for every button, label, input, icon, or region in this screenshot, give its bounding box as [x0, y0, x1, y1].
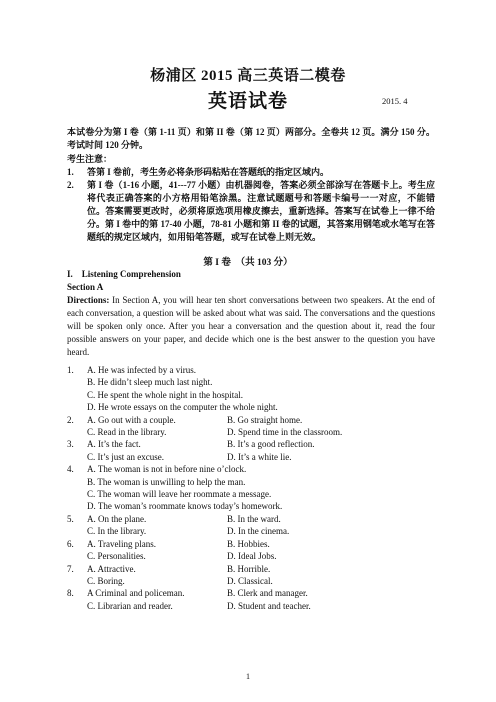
notice-item-text: 第 I 卷（1-16 小题，41---77 小题）由机器阅卷，答案必须全部涂写在答题卡上。考生应将代表正确答案的小方格用铅笔涂黑。注意试题题号和答题卡编号一一对应，不能错位。答案需要更改时，必须将原选项用橡皮擦去，重新选择。答案写在试卷上一律不给分。第 I 卷中的第 17-40 小题，78-81 小题和第 II 卷的试题，其答案用钢笔或水笔写在答题纸的规定区域内，如用铅笔答题，或写在试卷上则无效。: [87, 180, 435, 242]
directions: [67, 294, 435, 359]
question-options: [87, 563, 447, 588]
question-number: 2.: [67, 414, 74, 425]
notice-heading: 考生注意：: [67, 154, 113, 164]
answer-option: A. The woman is not in before nine o’clock.: [87, 464, 247, 475]
answer-option: C. The woman will leave her roommate a message.: [87, 489, 272, 500]
question-number: 4.: [67, 464, 74, 475]
answer-option: B. The woman is unwilling to help the man.: [87, 476, 246, 487]
answer-option: B. Go straight home.: [227, 414, 303, 425]
answer-option: A. On the plane.: [87, 513, 147, 524]
question-options: [87, 463, 447, 513]
question-number: 3.: [67, 439, 74, 450]
notice-item: [67, 179, 435, 244]
answer-option: C. Boring.: [87, 575, 125, 586]
question-number: 6.: [67, 538, 74, 549]
question-item: [67, 513, 447, 538]
answer-option: D. In the cinema.: [227, 526, 290, 537]
answer-option: D. Ideal Jobs.: [227, 551, 277, 562]
notice-item: [67, 166, 435, 179]
answer-option: A. Go out with a couple.: [87, 414, 176, 425]
question-item: [67, 538, 447, 563]
page-number: 1: [246, 672, 250, 681]
answer-option: B. In the ward.: [227, 513, 281, 524]
directions-text: In Section A, you will hear ten short conversations between two speakers. At the end of each conversation, a question will be asked about what was said. The conversations and the questions will be spoken only once. After you hear a conversation and the question about it, read the four possible answers on your paper, and decide which one is the best answer to the question you have heard.: [67, 295, 435, 357]
question-options: [87, 538, 447, 563]
option-row: [87, 438, 447, 450]
answer-option: A Criminal and policeman.: [87, 588, 185, 599]
answer-option: B. Horrible.: [227, 563, 271, 574]
exam-title: 杨浦区 2015 高三英语二模卷: [150, 68, 346, 84]
answer-option: B. It’s a good reflection.: [227, 439, 315, 450]
question-number: 8.: [67, 588, 74, 599]
section-subheading: Section A: [67, 282, 104, 292]
question-item: [67, 414, 447, 439]
option-row: [87, 414, 447, 426]
exam-intro: 本试卷分为第 I 卷（第 1-11 页）和第 II 卷（第 12 页）两部分。全卷共 12 页。满分 150 分。考试时间 120 分钟。: [67, 127, 435, 150]
notice-item-text: 答第 I 卷前，考生务必将条形码粘贴在答题纸的指定区域内。: [87, 167, 330, 177]
question-item: [67, 438, 447, 463]
answer-option: B. He didn’t sleep much last night.: [87, 377, 213, 388]
exam-subtitle: 英语试卷: [207, 91, 288, 112]
answer-option: D. The woman’s roommate knows today’s homework.: [87, 501, 283, 512]
notice-item-number: 1.: [67, 167, 74, 177]
answer-option: D. It’s a white lie.: [227, 451, 292, 462]
question-options: [87, 587, 447, 612]
question-options: [87, 513, 447, 538]
option-row: [87, 426, 447, 438]
option-row: [87, 538, 447, 550]
answer-option: D. Spend time in the classroom.: [227, 427, 343, 438]
answer-option: C. He spent the whole night in the hospital.: [87, 389, 243, 400]
question-item: [67, 563, 447, 588]
section-header: [67, 268, 435, 294]
notice-list: [67, 166, 435, 244]
answer-option: D. Classical.: [227, 575, 273, 586]
option-row: [87, 525, 447, 537]
option-row: [87, 550, 447, 562]
question-options: [87, 364, 447, 414]
question-number: 7.: [67, 563, 74, 574]
answer-option: B. Hobbies.: [227, 538, 270, 549]
question-item: [67, 364, 447, 414]
answer-option: C. It’s just an excuse.: [87, 451, 164, 462]
answer-option: C. In the library.: [87, 526, 147, 537]
option-row: [87, 451, 447, 463]
answer-option: C. Personalities.: [87, 551, 146, 562]
question-list: [67, 364, 447, 612]
answer-option: C. Librarian and reader.: [87, 600, 173, 611]
notice-item-number: 2.: [67, 180, 74, 190]
option-row: [87, 563, 447, 575]
answer-option: A. Traveling plans.: [87, 538, 157, 549]
question-item: [67, 587, 447, 612]
answer-option: D. Student and teacher.: [227, 600, 311, 611]
option-row: [87, 513, 447, 525]
exam-date: 2015. 4: [382, 96, 408, 106]
directions-label: Directions:: [67, 295, 110, 305]
answer-option: A. It’s the fact.: [87, 439, 141, 450]
answer-option: C. Read in the library.: [87, 427, 167, 438]
question-options: [87, 414, 447, 439]
question-number: 1.: [67, 365, 74, 375]
answer-option: B. Clerk and manager.: [227, 588, 308, 599]
question-number: 5.: [67, 513, 74, 524]
part-title: 第 I 卷 （共 103 分）: [203, 258, 293, 268]
option-row: [87, 600, 447, 612]
option-row: [87, 587, 447, 599]
question-options: [87, 438, 447, 463]
answer-option: D. He wrote essays on the computer the whole night.: [87, 402, 278, 413]
answer-option: A. He was infected by a virus.: [87, 365, 196, 375]
answer-option: A. Attractive.: [87, 563, 136, 574]
option-row: [87, 575, 447, 587]
section-heading: I. Listening Comprehension: [67, 269, 181, 279]
question-item: [67, 463, 447, 513]
